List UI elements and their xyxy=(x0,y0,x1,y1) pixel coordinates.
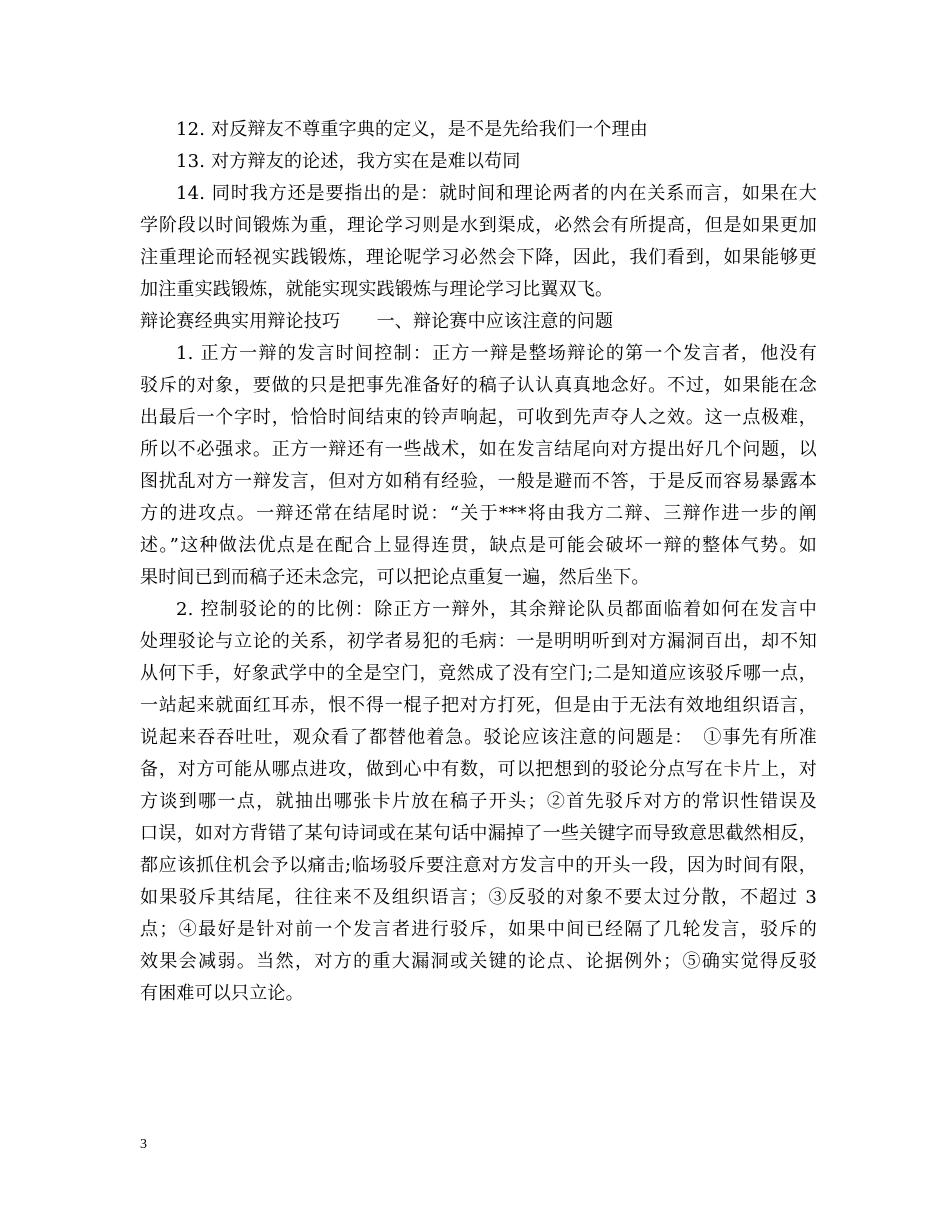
text-line: 述。”这种做法优点是在配合上显得连贯，缺点是可能会破坏一辩的整体气势。如 xyxy=(140,535,817,556)
text-line: 12. 对反辩友不尊重字典的定义，是不是先给我们一个理由 xyxy=(176,119,648,140)
document-body xyxy=(140,114,817,1010)
text-line: 1. 正方一辩的发言时间控制：正方一辩是整场辩论的第一个发言者，他没有 xyxy=(176,343,817,364)
text-line: 备，对方可能从哪点进攻，做到心中有数，可以把想到的驳论分点写在卡片上，对 xyxy=(140,759,817,780)
text-line: 学阶段以时间锻炼为重，理论学习则是水到渠成，必然会有所提高，但是如果更加 xyxy=(140,215,817,236)
text-line: 方的进攻点。一辩还常在结尾时说：“关于***将由我方二辩、三辩作进一步的阐 xyxy=(140,503,817,524)
text-line: 加注重实践锻炼，就能实现实践锻炼与理论学习比翼双飞。 xyxy=(140,279,614,300)
text-line: 驳斥的对象，要做的只是把事先准备好的稿子认认真真地念好。不过，如果能在念 xyxy=(140,375,817,396)
text-line: 有困难可以只立论。 xyxy=(140,983,304,1004)
text-line: 点；④最好是针对前一个发言者进行驳斥，如果中间已经隔了几轮发言，驳斥的 xyxy=(140,919,817,940)
text-line: 都应该抓住机会予以痛击;临场驳斥要注意对方发言中的开头一段，因为时间有限， xyxy=(140,855,817,876)
text-line: 注重理论而轻视实践锻炼，理论呢学习必然会下降，因此，我们看到，如果能够更 xyxy=(140,247,817,268)
text-line: 出最后一个字时，恰恰时间结束的铃声响起，可收到先声夺人之效。这一点极难， xyxy=(140,407,817,428)
text-line: 辩论赛经典实用辩论技巧 一、辩论赛中应该注意的问题 xyxy=(140,311,614,332)
text-line: 13. 对方辩友的论述，我方实在是难以苟同 xyxy=(176,151,521,172)
text-line: 如果驳斥其结尾，往往来不及组织语言；③反驳的对象不要太过分散，不超过 3 xyxy=(140,887,817,908)
text-line: 口误，如对方背错了某句诗词或在某句话中漏掉了一些关键字而导致意思截然相反， xyxy=(140,823,817,844)
text-line: 方谈到哪一点，就抽出哪张卡片放在稿子开头；②首先驳斥对方的常识性错误及 xyxy=(140,791,817,812)
text-line: 说起来吞吞吐吐，观众看了都替他着急。驳论应该注意的问题是： ①事先有所准 xyxy=(140,727,817,748)
text-line: 从何下手，好象武学中的全是空门，竟然成了没有空门;二是知道应该驳斥哪一点， xyxy=(140,663,817,684)
page-number: 3 xyxy=(140,1137,147,1152)
text-line: 一站起来就面红耳赤，恨不得一棍子把对方打死，但是由于无法有效地组织语言， xyxy=(140,695,817,716)
text-line: 处理驳论与立论的关系，初学者易犯的毛病：一是明明听到对方漏洞百出，却不知 xyxy=(140,631,817,652)
text-line: 2. 控制驳论的的比例：除正方一辩外，其余辩论队员都面临着如何在发言中 xyxy=(176,599,817,620)
text-line: 效果会减弱。当然，对方的重大漏洞或关键的论点、论据例外；⑤确实觉得反驳 xyxy=(140,951,817,972)
text-line: 所以不必强求。正方一辩还有一些战术，如在发言结尾向对方提出好几个问题，以 xyxy=(140,439,817,460)
text-line: 图扰乱对方一辩发言，但对方如稍有经验，一般是避而不答，于是反而容易暴露本 xyxy=(140,471,817,492)
text-line: 14. 同时我方还是要指出的是：就时间和理论两者的内在关系而言，如果在大 xyxy=(176,183,817,204)
text-line: 果时间已到而稿子还未念完，可以把论点重复一遍，然后坐下。 xyxy=(140,567,650,588)
